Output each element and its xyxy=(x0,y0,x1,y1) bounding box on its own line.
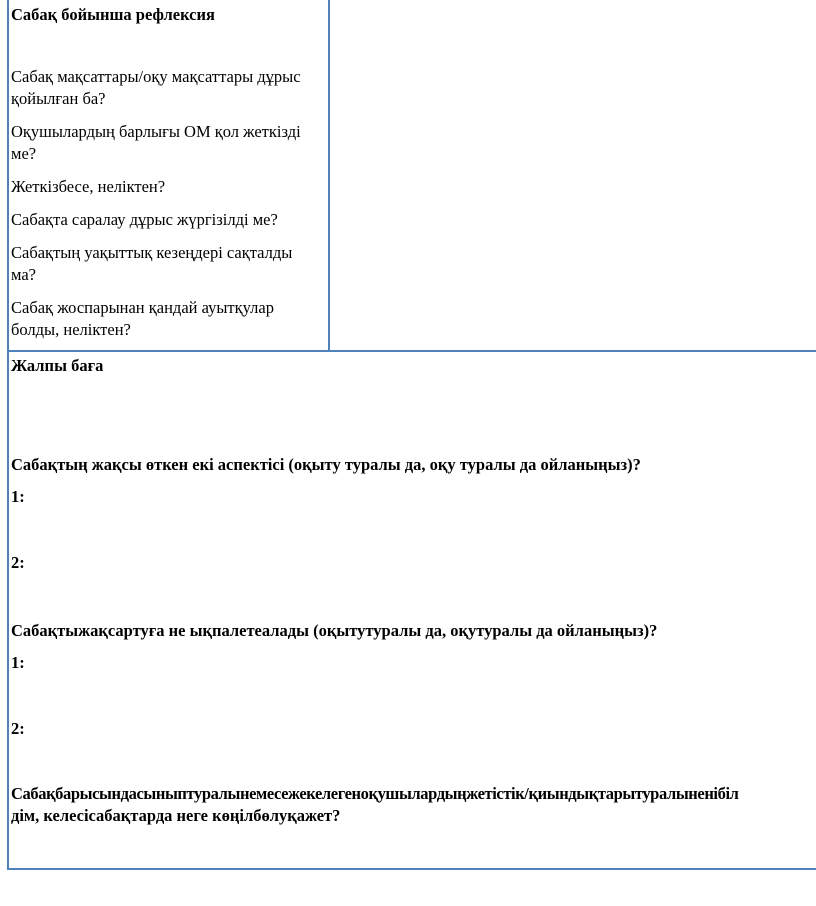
question-4: Сабақта саралау дұрыс жүргізілді ме? xyxy=(11,210,278,229)
question-1-line-1: Сабақ мақсаттары/оқу мақсаттары дұрыс xyxy=(11,67,301,86)
question-6-line-2: болды, неліктен? xyxy=(11,320,131,339)
overall-title: Жалпы баға xyxy=(11,356,104,375)
lesson-reflection-table xyxy=(7,0,816,870)
question-2-line-1: Оқушылардың барлығы ОМ қол жеткізді xyxy=(11,122,301,141)
overall-question-1-item-2: 2: xyxy=(11,553,25,572)
question-2-line-2: ме? xyxy=(11,144,37,163)
overall-question-1-item-1: 1: xyxy=(11,487,25,506)
question-6-line-1: Сабақ жоспарынан қандай ауытқулар xyxy=(11,298,274,317)
question-5-line-1: Сабақтың уақыттық кезеңдері сақталды xyxy=(11,243,293,262)
overall-question-2-item-1: 1: xyxy=(11,653,25,672)
reflection-answer-cell[interactable] xyxy=(330,0,816,350)
overall-assessment-cell xyxy=(9,352,816,868)
question-1-line-2: қойылған ба? xyxy=(11,89,106,108)
overall-question-2: Сабақтыжақсартуға не ықпалетеалады (оқытутуралы да, оқутуралы да ойланыңыз)? xyxy=(11,621,658,640)
question-5-line-2: ма? xyxy=(11,265,36,284)
reflection-title: Сабақ бойынша рефлексия xyxy=(11,5,215,24)
reflection-questions-cell xyxy=(9,0,330,350)
reflection-row xyxy=(9,0,816,352)
overall-question-1: Сабақтың жақсы өткен екі аспектісі (оқыту туралы да, оқу туралы да ойланыңыз)? xyxy=(11,455,641,474)
question-3: Жеткізбесе, неліктен? xyxy=(11,177,166,196)
overall-question-3-line-2: дім, келесісабақтарда неге көңілбөлуқажет? xyxy=(11,806,341,825)
overall-question-3-line-1: Сабақбарысындасыныптуралынемесежекелегеноқушылардыңжетістік/қиындықтарытуралыненібіл xyxy=(11,784,739,803)
overall-question-2-item-2: 2: xyxy=(11,719,25,738)
